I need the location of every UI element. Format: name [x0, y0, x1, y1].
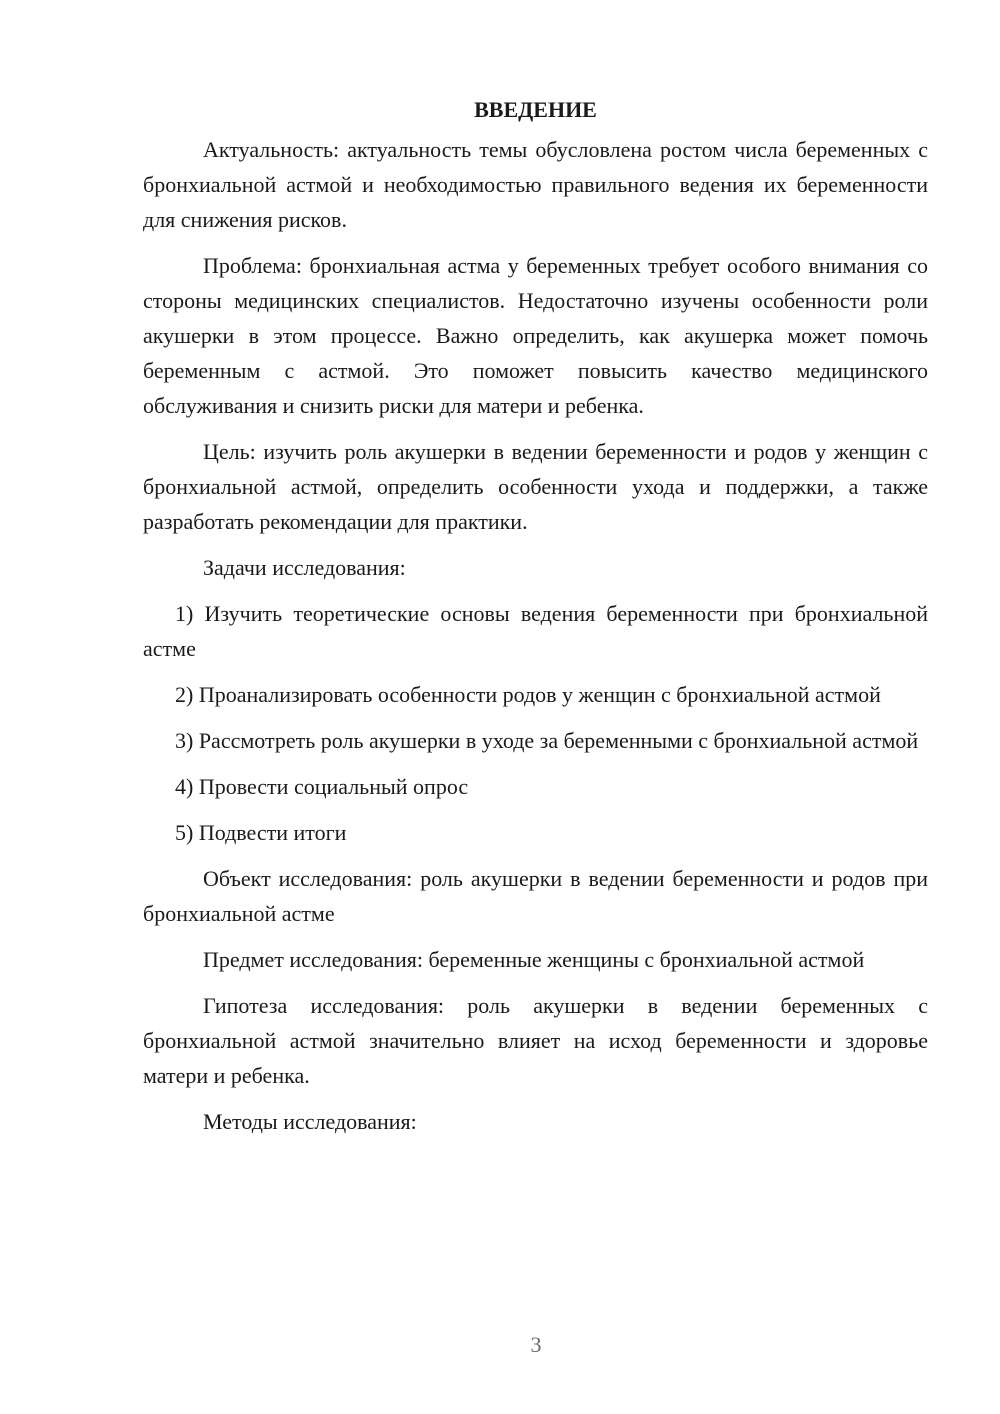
paragraph-goal: Цель: изучить роль акушерки в ведении беременности и родов у женщин с бронхиальной астмой, определить особенности ухода и поддержки, а также разработать рекомендации для практики. — [143, 439, 928, 534]
paragraph-relevance: Актуальность: актуальность темы обусловлена ростом числа беременных с бронхиальной астмой и необходимостью правильного ведения их беременности для снижения рисков. — [143, 137, 928, 232]
methods-heading: Методы исследования: — [203, 1109, 417, 1134]
list-item-task-5: 5) Подвести итоги — [175, 820, 347, 845]
paragraph-object: Объект исследования: роль акушерки в ведении беременности и родов при бронхиальной астме — [143, 866, 928, 926]
page-title: ВВЕДЕНИЕ — [474, 97, 597, 122]
page-number: 3 — [530, 1332, 542, 1357]
list-item-task-1: 1) Изучить теоретические основы ведения беременности при бронхиальной астме — [143, 601, 928, 661]
paragraph-hypothesis: Гипотеза исследования: роль акушерки в ведении беременных с бронхиальной астмой значительно влияет на исход беременности и здоровье матери и ребенка. — [143, 993, 928, 1088]
paragraph-problem: Проблема: бронхиальная астма у беременных требует особого внимания со стороны медицинских специалистов. Недостаточно изучены особенности роли акушерки в этом процессе. Важно определить, как акушерка может помочь беременным с астмой. Это поможет повысить качество медицинского обслуживания и снизить риски для матери и ребенка. — [143, 253, 928, 418]
list-item-task-3: 3) Рассмотреть роль акушерки в уходе за беременными с бронхиальной астмой — [175, 728, 919, 753]
list-item-task-4: 4) Провести социальный опрос — [175, 774, 469, 799]
tasks-heading: Задачи исследования: — [203, 555, 406, 580]
list-item-task-2: 2) Проанализировать особенности родов у женщин с бронхиальной астмой — [175, 682, 881, 707]
document-page — [143, 92, 928, 1150]
paragraph-subject: Предмет исследования: беременные женщины с бронхиальной астмой — [203, 947, 865, 972]
